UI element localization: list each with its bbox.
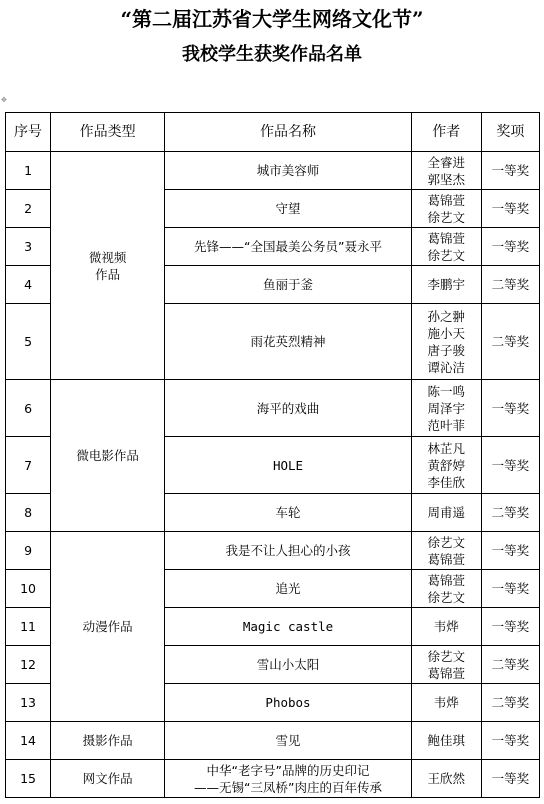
work-title: Phobos [265,695,311,710]
author-cell [411,152,481,190]
author-name: 韦烨 [433,695,459,710]
column-header-author: 作者 [411,113,481,152]
row-number: 4 [6,266,51,304]
work-title-cell [165,722,411,760]
author-name: 李鹏宇 [427,277,466,292]
prize-cell: 二等奖 [481,266,539,304]
table-row [6,152,540,190]
author-name: 徐艺文 [427,534,466,550]
work-title-cell [165,266,411,304]
category-label: 作品 [95,266,121,282]
category-cell [51,532,165,722]
column-header-prize: 奖项 [481,113,539,152]
author-cell [411,532,481,570]
author-cell [411,570,481,608]
anchor-marker-icon: ✥ [1,96,7,104]
prize-cell: 一等奖 [481,532,539,570]
row-number: 12 [6,646,51,684]
category-cell [51,380,165,532]
author-name: 徐艺文 [427,589,466,605]
prize-cell: 一等奖 [481,228,539,266]
author-name: 徐艺文 [427,247,466,263]
prize-cell: 二等奖 [481,494,539,532]
author-name: 葛锦萱 [427,665,466,681]
work-title: Magic castle [242,619,334,634]
work-title: 中华“老字号”品牌的历史印记 [206,762,370,778]
author-cell [411,437,481,494]
work-title-cell [165,494,411,532]
work-title-cell [165,646,411,684]
author-name: 葛锦萱 [427,192,466,208]
prize-cell: 二等奖 [481,646,539,684]
author-cell [411,494,481,532]
author-cell [411,380,481,437]
author-cell [411,190,481,228]
work-title: 先锋——“全国最美公务员”聂永平 [194,239,382,254]
author-cell [411,608,481,646]
author-cell [411,228,481,266]
author-cell [411,304,481,380]
awards-table [5,112,540,798]
document-subtitle: 我校学生获奖作品名单 [182,44,362,65]
prize-cell: 二等奖 [481,684,539,722]
row-number: 14 [6,722,51,760]
author-name: 谭沁洁 [427,359,466,375]
author-name: 全睿进 [427,154,466,170]
author-cell [411,760,481,798]
work-title-cell [165,152,411,190]
work-title: 雨花英烈精神 [250,334,326,349]
work-title: ——无锡“三凤桥”肉庄的百年传承 [194,779,382,795]
category-cell [51,152,165,380]
author-name: 鲍佳琪 [427,733,466,748]
work-title-cell [165,570,411,608]
prize-cell: 二等奖 [481,304,539,380]
author-cell [411,646,481,684]
work-title-cell [165,608,411,646]
row-number: 1 [6,152,51,190]
row-number: 8 [6,494,51,532]
row-number: 7 [6,437,51,494]
row-number: 5 [6,304,51,380]
row-number: 2 [6,190,51,228]
category-label: 网文作品 [82,771,133,786]
prize-cell: 一等奖 [481,722,539,760]
prize-cell: 一等奖 [481,760,539,798]
work-title: 追光 [275,581,301,596]
category-label: 微视频 [88,249,127,265]
author-name: 唐子骏 [427,342,466,358]
work-title-cell [165,190,411,228]
work-title-cell [165,380,411,437]
work-title: 我是不让人担心的小孩 [225,543,351,558]
author-cell [411,684,481,722]
column-header-number: 序号 [6,113,51,152]
prize-cell: 一等奖 [481,190,539,228]
row-number: 3 [6,228,51,266]
author-name: 王欣然 [427,771,466,786]
table-header-row [6,113,540,152]
row-number: 15 [6,760,51,798]
work-title: 城市美容师 [256,163,320,178]
author-name: 黄舒婷 [427,457,466,473]
author-name: 葛锦萱 [427,551,466,567]
work-title: 车轮 [275,505,301,520]
row-number: 13 [6,684,51,722]
work-title: 雪见 [275,733,301,748]
document-title: “第二届江苏省大学生网络文化节” [120,7,424,31]
author-name: 施小天 [427,325,466,341]
author-name: 郭坚杰 [427,171,466,187]
author-name: 韦烨 [433,619,459,634]
author-name: 葛锦萱 [427,230,466,246]
row-number: 6 [6,380,51,437]
row-number: 11 [6,608,51,646]
prize-cell: 一等奖 [481,152,539,190]
work-title: HOLE [272,457,304,473]
author-name: 林芷凡 [427,440,466,456]
author-name: 葛锦萱 [427,572,466,588]
author-name: 陈一鸣 [427,383,466,399]
work-title-cell [165,532,411,570]
work-title: 守望 [275,201,301,216]
row-number: 10 [6,570,51,608]
table-row [6,760,540,798]
category-cell [51,722,165,760]
column-header-type: 作品类型 [51,113,165,152]
author-name: 范叶菲 [427,417,466,433]
work-title: 海平的戏曲 [256,400,320,416]
author-name: 孙之翀 [427,308,466,324]
work-title-cell [165,437,411,494]
category-label: 动漫作品 [82,619,133,634]
work-title-cell [165,228,411,266]
prize-cell: 一等奖 [481,380,539,437]
author-cell [411,722,481,760]
prize-cell: 一等奖 [481,437,539,494]
table-row [6,722,540,760]
work-title: 鱼丽于釜 [263,277,314,292]
author-name: 李佳欣 [427,474,466,490]
category-label: 摄影作品 [82,733,133,748]
author-cell [411,266,481,304]
table-row [6,532,540,570]
prize-cell: 一等奖 [481,608,539,646]
work-title-cell [165,684,411,722]
category-cell [51,760,165,798]
row-number: 9 [6,532,51,570]
prize-cell: 一等奖 [481,570,539,608]
author-name: 周泽宇 [427,400,466,416]
author-name: 徐艺文 [427,209,466,225]
author-name: 徐艺文 [427,648,466,664]
category-label: 微电影作品 [76,448,139,463]
table-row [6,380,540,437]
work-title-cell [165,304,411,380]
column-header-title: 作品名称 [165,113,411,152]
author-name: 周甫遥 [427,505,466,520]
work-title: 雪山小太阳 [256,657,320,672]
work-title-cell [165,760,411,798]
